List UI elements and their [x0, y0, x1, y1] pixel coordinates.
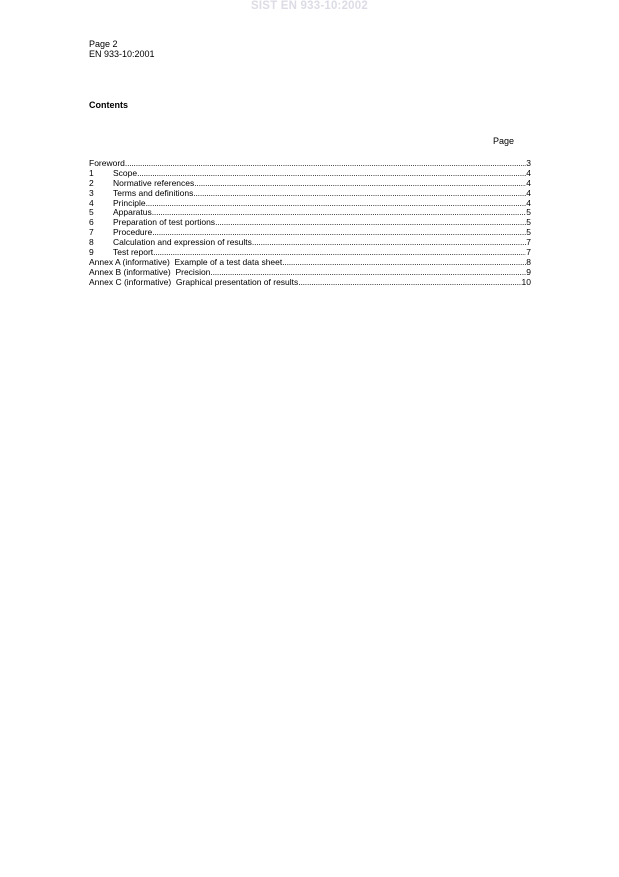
toc-leader — [194, 179, 526, 189]
toc-entry-title: Terms and definitions — [113, 187, 194, 198]
toc-entry-number: 5 — [89, 207, 94, 218]
toc-leader — [137, 169, 526, 179]
page-header — [89, 39, 155, 59]
toc-leader — [146, 199, 527, 209]
toc-entry-page: 7 — [526, 247, 531, 258]
toc-entry-title: Annex B (informative) Precision — [89, 266, 211, 277]
toc-entry-page: 3 — [526, 158, 531, 168]
toc-entry-page: 5 — [526, 217, 531, 228]
toc-entry-page: 5 — [526, 207, 531, 218]
toc-leader — [298, 278, 521, 288]
toc-entry-page: 4 — [526, 177, 531, 188]
page-number: Page 2 — [89, 39, 118, 49]
toc-entry-number: 4 — [89, 197, 94, 208]
toc-entry-annex-c[interactable] — [89, 278, 531, 288]
toc-entry-page: 4 — [526, 197, 531, 208]
toc-entry-title: Procedure — [113, 227, 153, 238]
toc-entry-number: 9 — [89, 247, 94, 258]
toc-entry-page: 7 — [526, 237, 531, 248]
toc-leader — [125, 159, 526, 169]
toc-entry-page: 10 — [521, 276, 531, 287]
toc-entry-number: 6 — [89, 217, 94, 228]
toc-entry-title: Calculation and expression of results — [113, 237, 252, 248]
toc-entry-title: Principle — [113, 197, 146, 208]
toc-leader — [215, 218, 526, 228]
toc-entry-foreword[interactable] — [89, 159, 531, 169]
toc-entry-title: Foreword — [89, 158, 125, 168]
toc-entry-terms-and-definitions[interactable] — [89, 189, 531, 199]
toc-entry-principle[interactable] — [89, 199, 531, 209]
toc-entry-title: Preparation of test portions — [113, 217, 216, 228]
page-column-label: Page — [493, 136, 515, 146]
standard-id: EN 933-10:2001 — [89, 49, 155, 59]
toc-leader — [252, 238, 526, 248]
toc-entry-title: Scope — [113, 167, 138, 178]
toc-entry-number: 3 — [89, 187, 94, 198]
toc-entry-title: Test report — [113, 247, 154, 258]
toc-entry-page: 8 — [526, 256, 531, 267]
contents-title: Contents — [89, 100, 128, 110]
toc-entry-number: 7 — [89, 227, 94, 238]
toc-entry-page: 5 — [526, 227, 531, 238]
toc-entry-page: 4 — [526, 167, 531, 178]
toc-leader — [282, 258, 526, 268]
toc-entry-page: 4 — [526, 187, 531, 198]
toc-entry-preparation-of-test-portions[interactable] — [89, 218, 531, 228]
toc-entry-title: Normative references — [113, 177, 195, 188]
toc-entry-page: 9 — [526, 266, 531, 277]
toc-leader — [193, 189, 526, 199]
table-of-contents — [89, 159, 531, 288]
toc-entry-number: 1 — [89, 167, 94, 178]
toc-entry-title: Annex C (informative) Graphical presentation of results — [89, 276, 299, 287]
watermark: SIST EN 933-10:2002 — [251, 0, 368, 12]
toc-entry-number: 2 — [89, 177, 94, 188]
toc-entry-title: Annex A (informative) Example of a test data sheet — [89, 256, 283, 267]
toc-entry-calculation-and-expression[interactable] — [89, 238, 531, 248]
toc-entry-number: 8 — [89, 237, 94, 248]
toc-entry-title: Apparatus — [113, 207, 152, 218]
